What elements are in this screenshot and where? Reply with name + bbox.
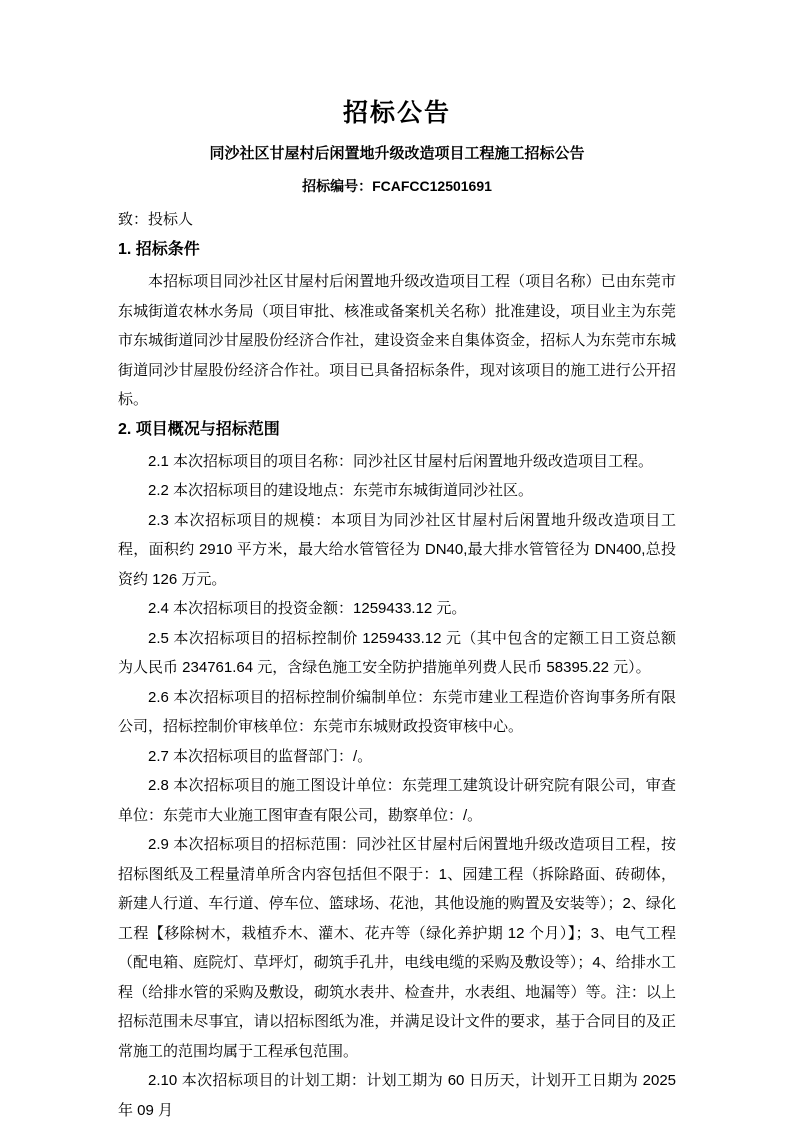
section-1-paragraph: 本招标项目同沙社区甘屋村后闲置地升级改造项目工程（项目名称）已由东莞市东城街道农林水务局（项目审批、核准或备案机关名称）批准建设，项目业主为东莞市东城街道同沙甘屋股份经济合作社，建设资金来自集体资金，招标人为东莞市东城街道同沙甘屋股份经济合作社。项目已具备招标条件，现对该项目的施工进行公开招标。: [118, 273, 676, 408]
clause-2-9: 2.9 本次招标项目的招标范围：同沙社区甘屋村后闲置地升级改造项目工程，按招标图纸及工程量清单所含内容包括但不限于：1、园建工程（拆除路面、砖砌体，新建人行道、车行道、停车位、篮球场、花池，其他设施的购置及安装等）；2、绿化工程【移除树木，栽植乔木、灌木、花卉等（绿化养护期 12 个月）】；3、电气工程（配电箱、庭院灯、草坪灯，砌筑手孔井，电线电缆的采购及敷设等）；4、给排水工程（给排水管的采购及敷设，砌筑水表井、检查井，水表组、地漏等）等。注：以上招标范围未尽事宜，请以招标图纸为准，并满足设计文件的要求，基于合同目的及正常施工的范围均属于工程承包范围。: [118, 836, 676, 1060]
page-title: 招标公告: [342, 99, 451, 127]
clause-2-8: 2.8 本次招标项目的施工图设计单位：东莞理工建筑设计研究院有限公司，审查单位：东莞市大业施工图审查有限公司，勘察单位：/。: [118, 777, 676, 824]
clause-2-3: 2.3 本次招标项目的规模：本项目为同沙社区甘屋村后闲置地升级改造项目工程，面积约 2910 平方米，最大给水管管径为 DN40,最大排水管管径为 DN400,总投资约 126 万元。: [118, 511, 676, 588]
document-subtitle: 同沙社区甘屋村后闲置地升级改造项目工程施工招标公告: [209, 145, 585, 162]
salutation-line: 致：投标人: [118, 211, 194, 228]
tender-number-line: 招标编号：FCAFCC12501691: [302, 178, 492, 194]
clause-2-10: 2.10 本次招标项目的计划工期：计划工期为 60 日历天，计划开工日期为 2025 年 09 月: [118, 1072, 676, 1119]
clause-2-2: 2.2 本次招标项目的建设地点：东莞市东城街道同沙社区。: [148, 482, 534, 499]
clause-2-6: 2.6 本次招标项目的招标控制价编制单位：东莞市建业工程造价咨询事务所有限公司，招标控制价审核单位：东莞市东城财政投资审核中心。: [118, 688, 676, 735]
section-1-heading: 1. 招标条件: [118, 241, 200, 258]
clause-2-4: 2.4 本次招标项目的投资金额：1259433.12 元。: [148, 600, 467, 617]
clause-2-1: 2.1 本次招标项目的项目名称：同沙社区甘屋村后闲置地升级改造项目工程。: [148, 452, 654, 470]
section-2-heading: 2. 项目概况与招标范围: [118, 420, 280, 438]
clause-2-5: 2.5 本次招标项目的招标控制价 1259433.12 元（其中包含的定额工日工资总额为人民币 234761.64 元，含绿色施工安全防护措施单列费人民币 58395.22 元）。: [118, 629, 676, 676]
clause-2-7: 2.7 本次招标项目的监督部门：/。: [148, 747, 373, 765]
